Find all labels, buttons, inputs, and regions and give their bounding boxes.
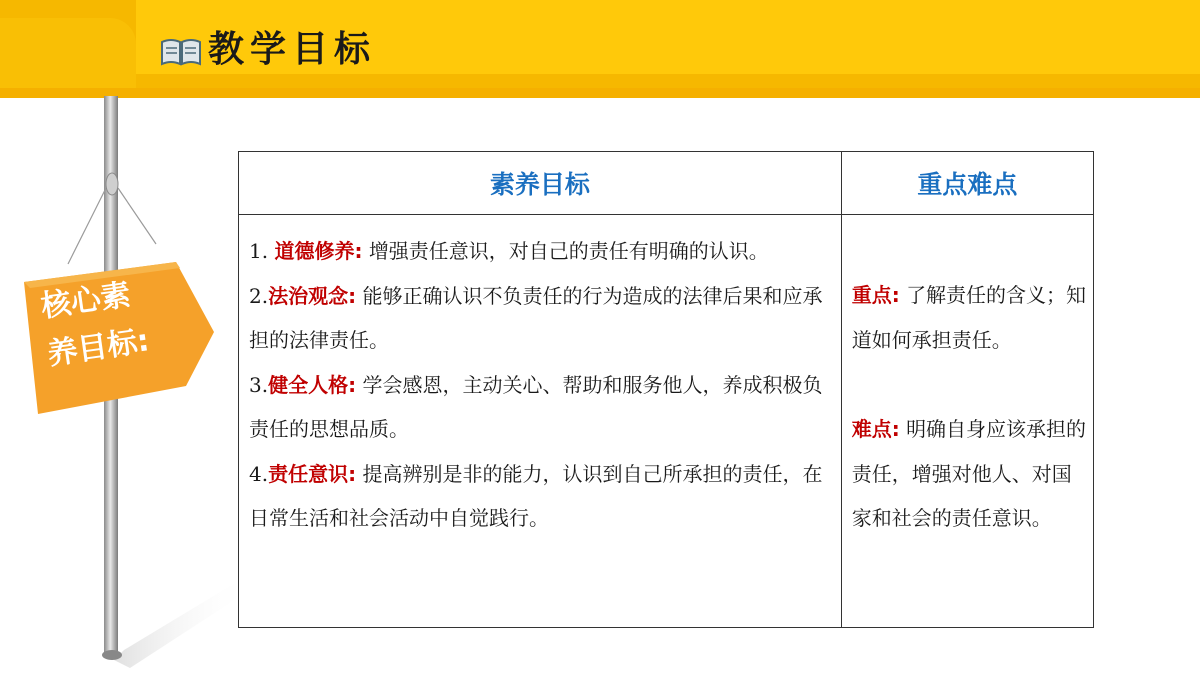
goal-label: 法治观念: (268, 283, 357, 308)
table-header-row (239, 152, 1094, 215)
difficult-point-label: 难点: (851, 417, 900, 441)
goal-text: 能够正确认识不负责任的行为造成的法律后果和应承担的法律责任。 (249, 283, 823, 352)
header-key-difficult: 重点难点 (841, 152, 1093, 215)
goal-text: 提高辨别是非的能力，认识到自己所承担的责任，在日常生活和社会活动中自觉践行。 (249, 461, 823, 530)
goal-item: 1. 道德修养: 增强责任意识，对自己的责任有明确的认识。 (249, 239, 769, 263)
key-point-text: 了解责任的含义；知道如何承担责任。 (851, 283, 1087, 352)
sign-label-line2: 养目标: (45, 323, 152, 373)
goal-label: 健全人格: (268, 372, 357, 397)
difficult-point-text: 明确自身应该承担的责任，增强对他人、对国家和社会的责任意识。 (851, 417, 1087, 530)
spacer (852, 362, 1087, 407)
key-point (852, 273, 1087, 362)
goal-item: 4.责任意识: 提高辨别是非的能力，认识到自己所承担的责任，在日常生活和社会活动中自觉践行。 (249, 461, 823, 530)
sign-label-line1: 核心素 (38, 277, 133, 325)
goals-table (238, 151, 1094, 628)
goal-item: 3.健全人格: 学会感恩，主动关心、帮助和服务他人，养成积极负责任的思想品质。 (249, 372, 823, 441)
table-body-row (239, 215, 1094, 628)
header-literacy-goals: 素养目标 (239, 152, 842, 215)
key-point-label: 重点: (851, 283, 900, 307)
goal-label: 责任意识: (268, 461, 357, 486)
goal-text: 学会感恩，主动关心、帮助和服务他人，养成积极负责任的思想品质。 (249, 372, 823, 441)
page-title: 教学目标 (208, 29, 377, 70)
goal-item: 2.法治观念: 能够正确认识不负责任的行为造成的法律后果和应承担的法律责任。 (249, 283, 823, 352)
goal-label: 道德修养: (274, 239, 363, 263)
difficult-point (852, 407, 1087, 541)
key-difficult-cell (841, 215, 1093, 628)
goals-cell (239, 215, 842, 628)
goal-text: 增强责任意识，对自己的责任有明确的认识。 (368, 239, 769, 263)
